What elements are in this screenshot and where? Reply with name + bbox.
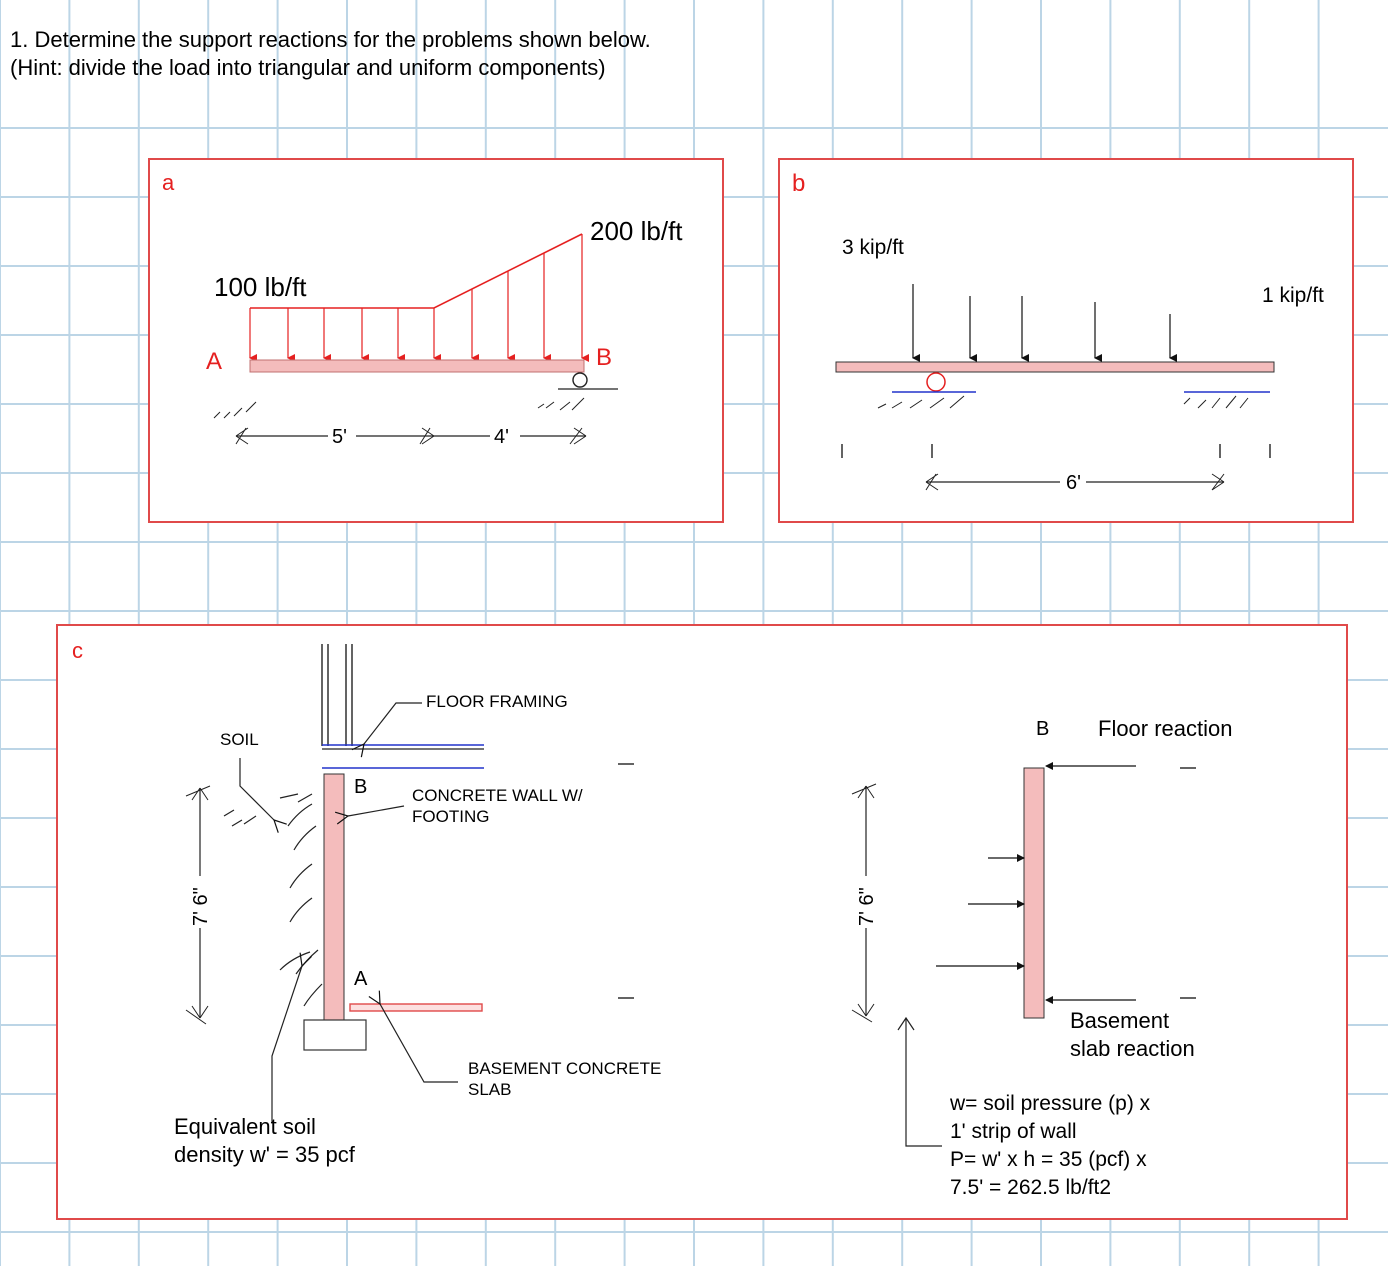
basement-slab-label-1: BASEMENT CONCRETE [468, 1059, 662, 1078]
roller-ground-hatch [538, 398, 584, 410]
footing [304, 1020, 366, 1050]
concrete-wall [324, 774, 344, 1020]
slab-reaction-label-2: slab reaction [1070, 1036, 1195, 1061]
problem-line-2: (Hint: divide the load into triangular and uniform components) [10, 55, 606, 80]
beam [836, 362, 1274, 372]
slab-leader [380, 1004, 458, 1082]
height-label-right: 7' 6" [856, 887, 878, 926]
problem-statement [10, 26, 651, 82]
reference-ticks [842, 444, 1270, 458]
panel-a-label: a [162, 170, 175, 195]
soil-label: SOIL [220, 730, 259, 749]
floor-reaction-label: Floor reaction [1098, 716, 1233, 741]
wall-leader [348, 806, 404, 816]
load-arrows [913, 284, 1170, 358]
support-b-label: B [596, 344, 613, 371]
roller-support [573, 373, 587, 387]
soil-leader [240, 758, 274, 820]
soil-density-label-1: Equivalent soil [174, 1114, 316, 1139]
soil-density-leader [272, 966, 302, 1122]
ground-hatch-right [1184, 396, 1248, 408]
roller-support [927, 373, 945, 391]
dimension-right-label: 4' [494, 426, 509, 448]
upper-wall-lines [322, 644, 352, 746]
formula-line-3: P= w' x h = 35 (pcf) x [950, 1148, 1147, 1171]
load-label-left: 100 lb/ft [214, 272, 307, 302]
height-label-left: 7' 6" [190, 887, 212, 926]
ground-hatch-left [878, 396, 964, 408]
formula-line-4: 7.5' = 262.5 lb/ft2 [950, 1176, 1112, 1199]
basement-slab [350, 1004, 482, 1011]
soil-hatch [224, 794, 322, 1006]
floor-framing-label: FLOOR FRAMING [426, 692, 568, 711]
formula-leader [906, 1018, 942, 1146]
panel-a [148, 158, 724, 523]
panel-b-label: b [792, 170, 806, 197]
panel-b [778, 158, 1354, 523]
load-label-right: 200 lb/ft [590, 216, 683, 246]
formula-line-2: 1' strip of wall [950, 1120, 1077, 1143]
problem-line-1: 1. Determine the support reactions for the problems shown below. [10, 27, 651, 52]
point-a-label: A [354, 968, 368, 990]
panel-c-label: c [72, 638, 83, 663]
beam [250, 360, 584, 372]
soil-density-label-2: density w' = 35 pcf [174, 1142, 355, 1167]
load-label-left: 3 kip/ft [842, 236, 904, 259]
concrete-wall-label-1: CONCRETE WALL W/ [412, 786, 583, 805]
fbd-b-label: B [1036, 718, 1050, 740]
panel-b-drawing [780, 160, 1356, 525]
support-a-label: A [206, 348, 223, 375]
formula-line-1: w= soil pressure (p) x [950, 1092, 1151, 1115]
wall-free-body [1024, 768, 1044, 1018]
panel-a-drawing [150, 160, 726, 525]
slab-reaction-label-1: Basement [1070, 1008, 1170, 1033]
panel-c [56, 624, 1348, 1220]
concrete-wall-label-2: FOOTING [412, 807, 490, 826]
point-b-label: B [354, 776, 368, 798]
fixed-support-hatch [214, 402, 256, 418]
floor-framing-leader [364, 703, 422, 744]
dimension-left-label: 5' [332, 426, 347, 448]
dimension-span-label: 6' [1066, 472, 1081, 494]
basement-slab-label-2: SLAB [468, 1080, 512, 1099]
load-label-right: 1 kip/ft [1262, 284, 1324, 307]
